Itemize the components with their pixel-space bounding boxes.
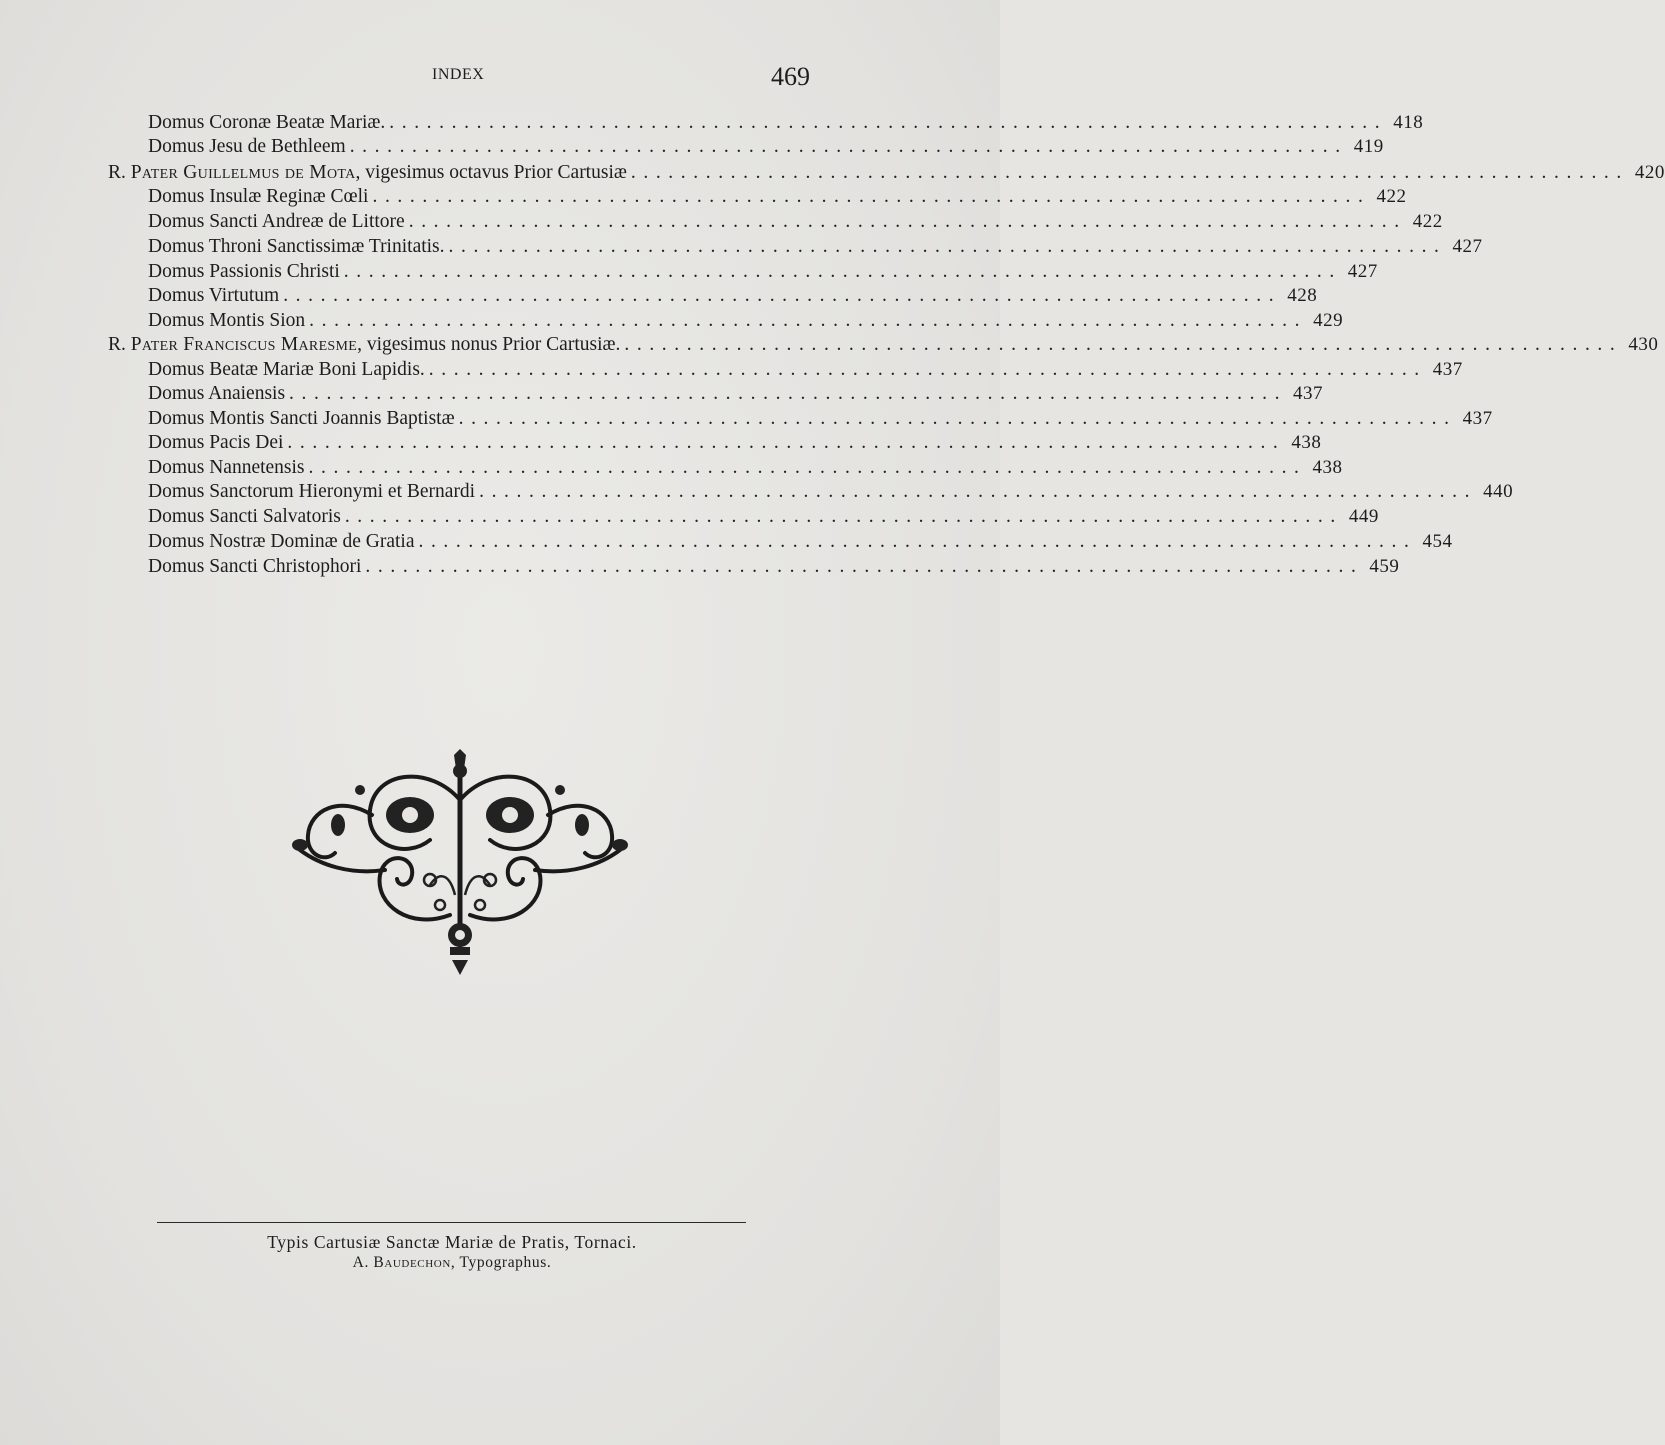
entry-title	[148, 112, 389, 134]
entry-text: , vigesimus octavus Prior Cartusiæ	[355, 162, 627, 183]
entry-title	[148, 408, 459, 430]
dot-leader: ................................................................................	[389, 112, 1388, 133]
index-entry	[148, 112, 1424, 137]
dot-leader: ................................................................................	[428, 359, 1427, 380]
dot-leader: ................................................................................	[372, 186, 1371, 207]
running-head	[0, 62, 1000, 92]
entry-title	[148, 383, 289, 405]
entry-title	[148, 285, 283, 307]
entry-page-number: 430	[1628, 334, 1659, 355]
index-entry	[108, 334, 1659, 359]
dot-leader: ................................................................................	[458, 408, 1457, 429]
entry-page-number: 422	[1412, 211, 1443, 232]
index-entry	[148, 136, 1384, 161]
dot-leader: ................................................................................	[630, 162, 1629, 183]
entry-prefix: R.	[108, 334, 131, 355]
dot-leader: ................................................................................	[349, 136, 1348, 157]
printer-suffix: , Typographus.	[450, 1254, 552, 1271]
entry-title	[148, 211, 409, 233]
entry-page-number: 440	[1483, 481, 1514, 502]
imprint-rule	[157, 1222, 746, 1223]
dot-leader: ................................................................................	[408, 211, 1407, 232]
entry-title	[148, 359, 429, 381]
dot-leader: ................................................................................	[479, 481, 1478, 502]
index-entry	[148, 432, 1322, 457]
entry-title	[148, 457, 309, 479]
entry-title	[148, 506, 345, 528]
dot-leader: ................................................................................	[287, 432, 1286, 453]
entry-title	[148, 136, 350, 158]
page-number: 469	[771, 62, 810, 91]
entry-page-number: 422	[1376, 186, 1407, 207]
entry-page-number: 427	[1452, 236, 1483, 257]
dot-leader: ................................................................................	[418, 531, 1417, 552]
dot-leader: ................................................................................	[343, 261, 1342, 282]
entry-text: Domus Pacis Dei	[148, 432, 284, 453]
entry-page-number: 437	[1462, 408, 1493, 429]
index-entry	[148, 457, 1343, 482]
prior-name: Pater Guillelmus de Mota	[130, 162, 356, 183]
entry-text: Domus Jesu de Bethleem	[148, 136, 346, 157]
entry-page-number: 420	[1634, 162, 1665, 183]
entry-title	[148, 432, 287, 454]
entry-text: Domus Virtutum	[148, 285, 280, 306]
printer-name: Baudechon	[373, 1254, 451, 1271]
entry-title	[108, 162, 631, 184]
entry-title	[148, 310, 309, 332]
entry-text: Domus Sancti Andreæ de Littore	[148, 211, 405, 232]
entry-text: Domus Throni Sanctissimæ Trinitatis.	[148, 236, 445, 257]
entry-text: Domus Coronæ Beatæ Mariæ.	[148, 112, 386, 133]
entry-page-number: 437	[1293, 383, 1324, 404]
entry-text: Domus Montis Sancti Joannis Baptistæ	[148, 408, 455, 429]
dot-leader: ................................................................................	[624, 334, 1623, 355]
dot-leader: ................................................................................	[308, 457, 1307, 478]
dot-leader: ................................................................................	[365, 556, 1364, 577]
entry-title	[148, 556, 365, 578]
printer-prefix: A.	[352, 1254, 374, 1271]
index-entry	[148, 383, 1324, 408]
entry-text: Domus Passionis Christi	[148, 261, 340, 282]
entry-text: Domus Beatæ Mariæ Boni Lapidis.	[148, 359, 425, 380]
index-entry	[148, 359, 1463, 384]
index-entry	[148, 211, 1443, 236]
dot-leader: ................................................................................	[309, 310, 1308, 331]
entry-text: Domus Insulæ Reginæ Cœli	[148, 186, 369, 207]
dot-leader: ................................................................................	[289, 383, 1288, 404]
entry-page-number: 459	[1369, 556, 1400, 577]
entry-page-number: 437	[1432, 359, 1463, 380]
index-entry	[108, 162, 1665, 187]
entry-page-number: 428	[1287, 285, 1318, 306]
index-entry	[148, 481, 1514, 506]
entry-page-number: 438	[1312, 457, 1343, 478]
entry-page-number: 427	[1347, 261, 1378, 282]
entry-text: Domus Nannetensis	[148, 457, 305, 478]
entry-text: Domus Sancti Salvatoris	[148, 506, 341, 527]
printer-line	[0, 1254, 904, 1272]
page-title: INDEX	[432, 66, 485, 83]
dot-leader: ................................................................................	[448, 236, 1447, 257]
entry-page-number: 418	[1393, 112, 1424, 133]
index-entry	[148, 531, 1453, 556]
entry-page-number: 419	[1353, 136, 1384, 157]
entry-title	[148, 236, 449, 258]
entry-text: Domus Montis Sion	[148, 310, 306, 331]
entry-title	[108, 334, 624, 356]
index-entry	[148, 261, 1378, 286]
entry-page-number: 454	[1422, 531, 1453, 552]
index-entry	[148, 186, 1407, 211]
index-entry	[148, 236, 1483, 261]
entry-title	[148, 186, 372, 208]
entry-title	[148, 531, 418, 553]
entry-text: Domus Sancti Christophori	[148, 556, 362, 577]
imprint-line: Typis Cartusiæ Sanctæ Mariæ de Pratis, Tornaci.	[267, 1232, 637, 1252]
entry-title	[148, 261, 344, 283]
entry-page-number: 449	[1348, 506, 1379, 527]
entry-page-number: 429	[1313, 310, 1344, 331]
entry-text: Domus Nostræ Dominæ de Gratia	[148, 531, 415, 552]
index-entry	[148, 310, 1344, 335]
entry-text: Domus Sanctorum Hieronymi et Bernardi	[148, 481, 476, 502]
prior-name: Pater Franciscus Maresme	[130, 334, 358, 355]
index-entry	[148, 285, 1318, 310]
index-entry	[148, 556, 1400, 581]
dot-leader: ................................................................................	[283, 285, 1282, 306]
floral-vignette-icon	[280, 755, 640, 975]
entry-title	[148, 481, 479, 503]
dot-leader: ................................................................................	[344, 506, 1343, 527]
index-entry	[148, 408, 1493, 433]
entry-prefix: R.	[108, 162, 131, 183]
entry-page-number: 438	[1291, 432, 1322, 453]
entry-text: Domus Anaiensis	[148, 383, 286, 404]
entry-text: , vigesimus nonus Prior Cartusiæ.	[357, 334, 621, 355]
index-entry	[148, 506, 1379, 531]
